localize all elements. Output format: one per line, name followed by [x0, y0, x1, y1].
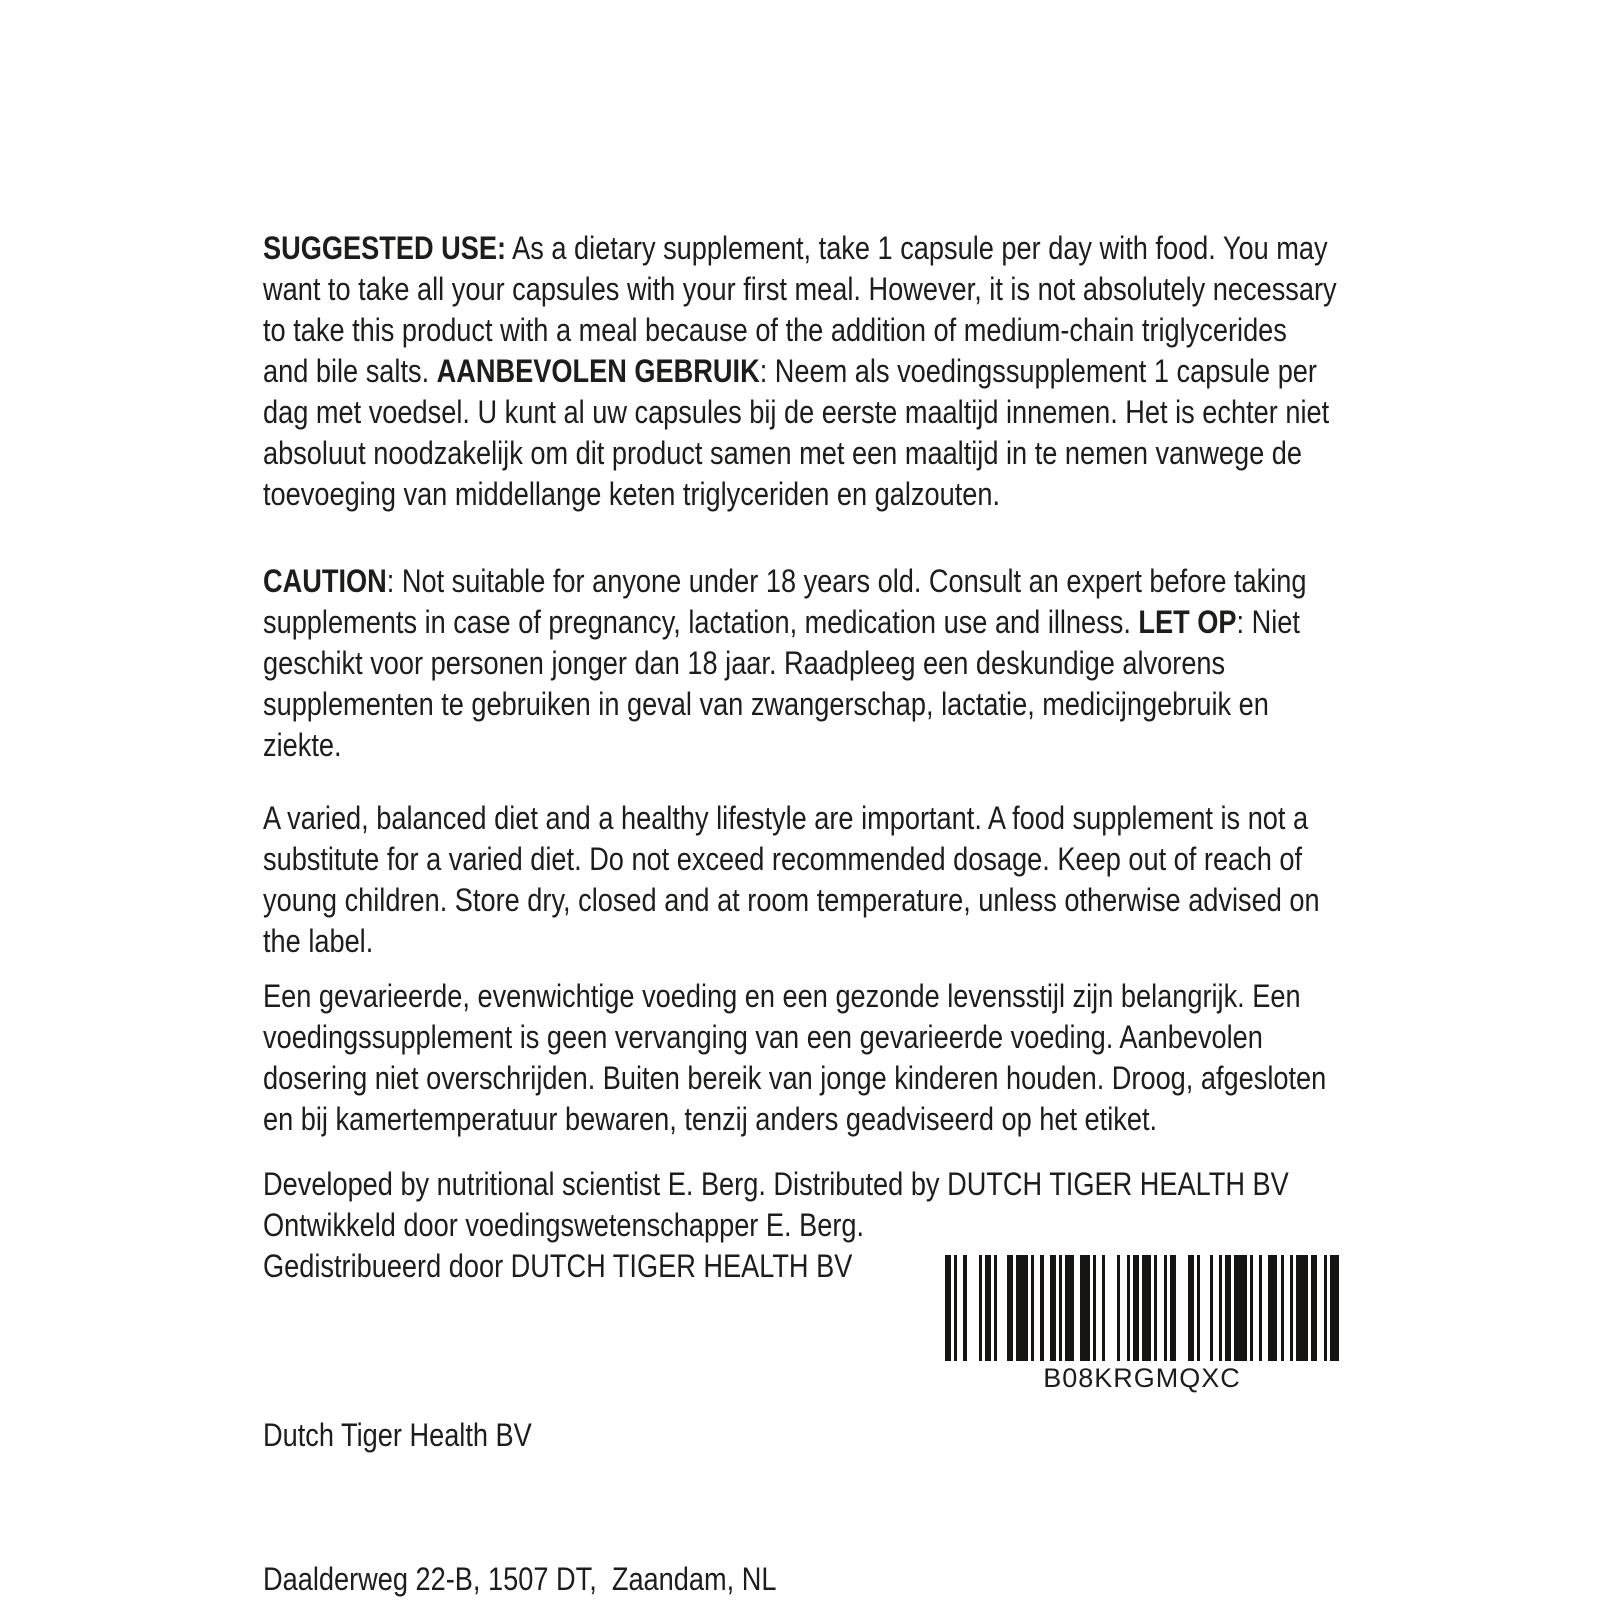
company-name: Dutch Tiger Health BV	[263, 1417, 532, 1453]
let-op-heading: LET OP	[1138, 604, 1237, 640]
caution-body-nl: : Niet geschikt voor personen jonger dan 18 jaar. Raadpleeg een deskundige alvorens supplementen te gebruiken in geval van zwangerschap, lactatie, medicijngebruik en ziekte.	[263, 604, 1300, 763]
barcode-text: B08KRGMQXC	[1043, 1363, 1241, 1393]
distribution-line-developed: Developed by nutritional scientist E. Berg. Distributed by DUTCH TIGER HEALTH BV	[263, 1166, 1289, 1202]
paragraph-caution	[263, 561, 1338, 766]
paragraph-suggested-use	[263, 228, 1338, 515]
suggested-use-body-en: As a dietary supplement, take 1 capsule per day with food. You may want to take all your capsules with your first meal. However, it is not absolutely necessary to take this product with a meal because of the addition of medium-chain triglycerides and bile salts.	[263, 230, 1337, 389]
caution-body-en: : Not suitable for anyone under 18 years old. Consult an expert before taking supplements in case of pregnancy, lactation, medication use and illness.	[263, 563, 1307, 640]
suggested-use-heading: SUGGESTED USE:	[263, 230, 507, 266]
distribution-line-ontwikkeld: Ontwikkeld door voedingswetenschapper E. Berg.	[263, 1207, 865, 1243]
barcode-bars-icon	[945, 1255, 1339, 1361]
suggested-use-body-nl: : Neem als voedingssupplement 1 capsule per dag met voedsel. U kunt al uw capsules bij de eerste maaltijd innemen. Het is echter niet absoluut noodzakelijk om dit product samen met een maaltijd in te nemen vanwege de toevoeging van middellange keten triglyceriden en galzouten.	[263, 353, 1330, 512]
company-address: Daalderweg 22-B, 1507 DT, Zaandam, NL	[263, 1561, 777, 1597]
aanbevolen-gebruik-heading: AANBEVOLEN GEBRUIK	[436, 353, 760, 389]
paragraph-advice-en: A varied, balanced diet and a healthy lifestyle are important. A food supplement is not a substitute for a varied diet. Do not exceed recommended dosage. Keep out of reach of young children. Store dry, closed and at room temperature, unless otherwise advised on the label.	[263, 800, 1320, 959]
label-text-column	[263, 228, 1338, 1600]
paragraph-advice-nl: Een gevarieerde, evenwichtige voeding en een gezonde levensstijl zijn belangrijk. Een voedingssupplement is geen vervanging van een gevarieerde voeding. Aanbevolen dosering niet overschrijden. Buiten bereik van jonge kinderen houden. Droog, afgesloten en bij kamertemperatuur bewaren, tenzij anders geadviseerd op het etiket.	[263, 978, 1327, 1137]
barcode	[945, 1255, 1339, 1394]
caution-heading: CAUTION	[263, 563, 387, 599]
distribution-line-gedistribueerd: Gedistribueerd door DUTCH TIGER HEALTH BV	[263, 1248, 853, 1284]
